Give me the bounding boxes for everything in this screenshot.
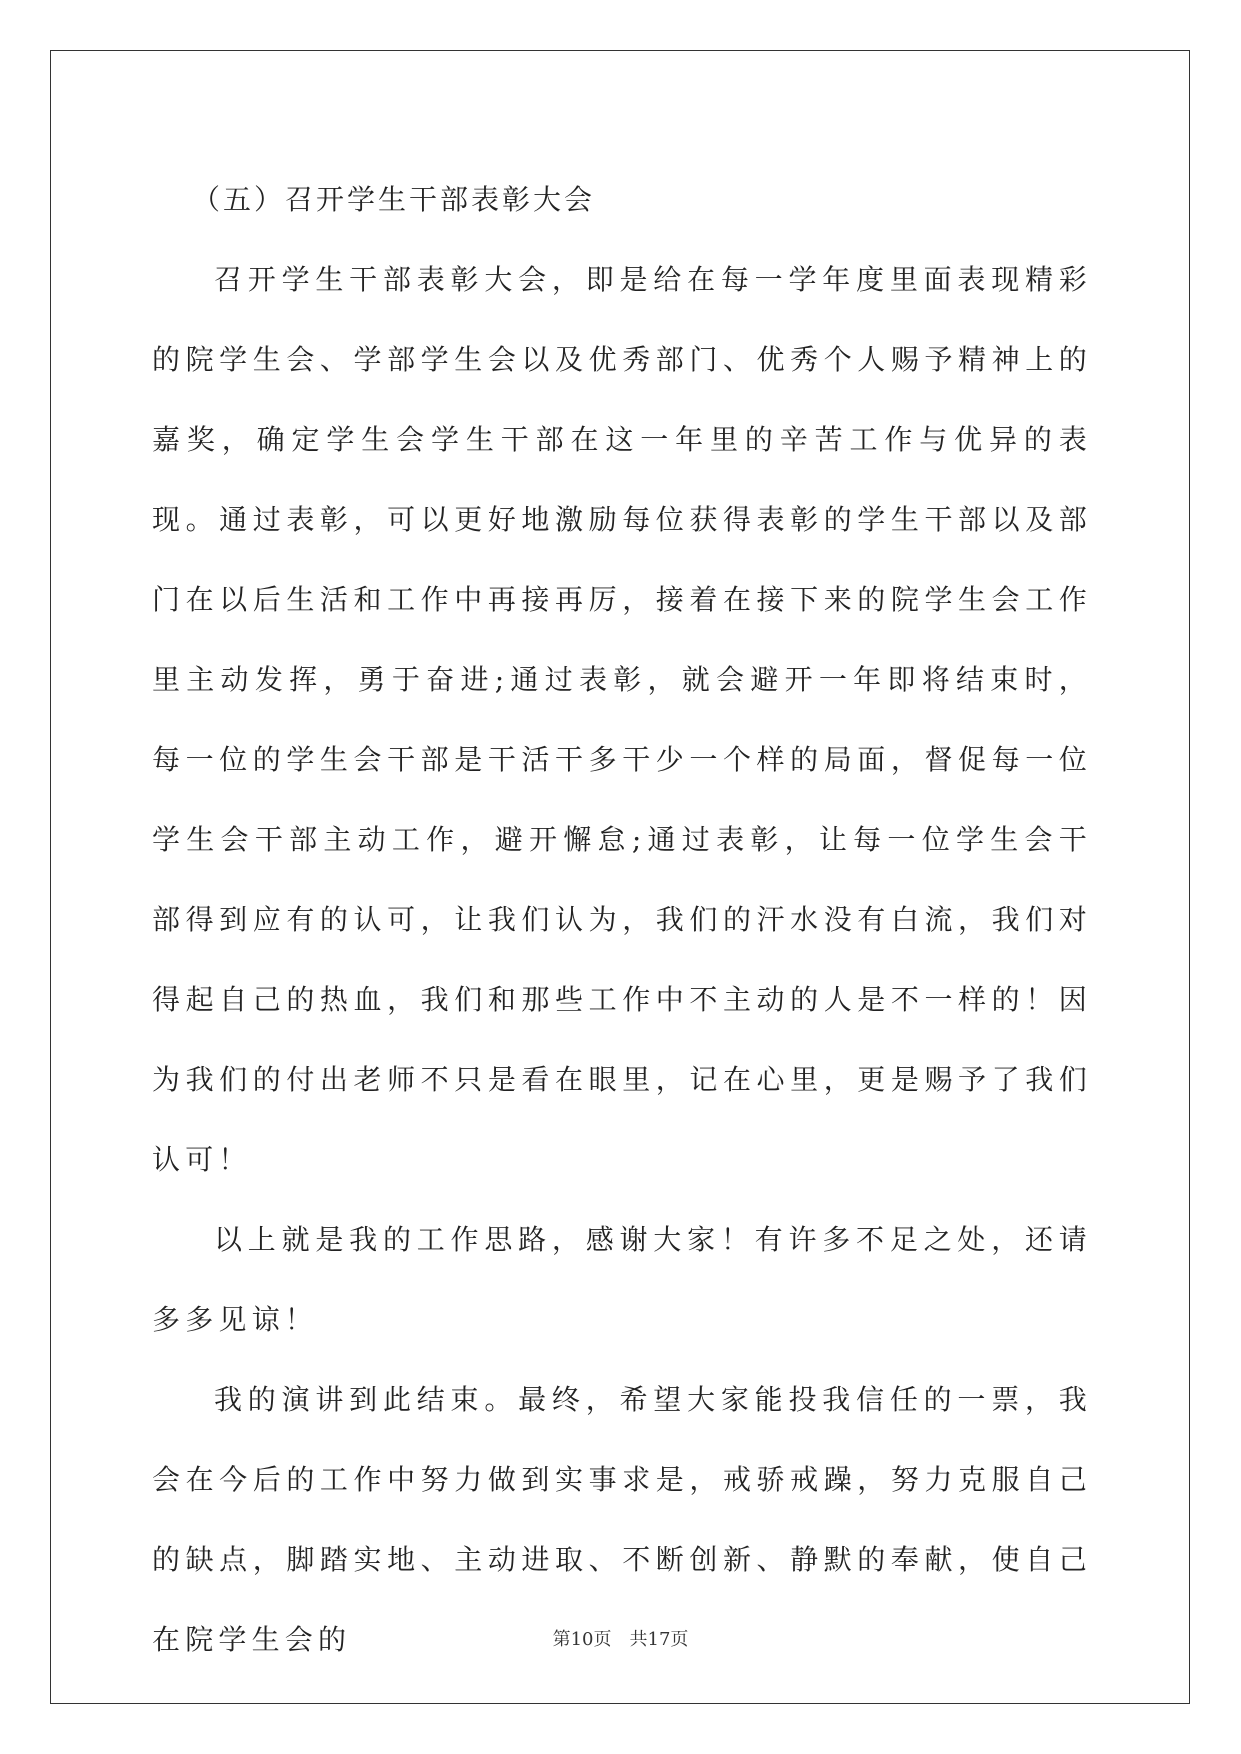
page-total: 共17页 — [629, 1629, 689, 1650]
paragraph-thanks: 以上就是我的工作思路，感谢大家！有许多不足之处，还请多多见谅！ — [152, 1223, 1092, 1336]
paragraph-commendation: 召开学生干部表彰大会，即是给在每一学年度里面表现精彩的院学生会、学部学生会以及优秀部门、优秀个人赐予精神上的嘉奖，确定学生会学生干部在这一年里的辛苦工作与优异的表现。通过表彰，可以更好地激励每位获得表彰的学生干部以及部门在以后生活和工作中再接再厉，接着在接下来的院学生会工作里主动发挥，勇于奋进;通过表彰，就会避开一年即将结束时，每一位的学生会干部是干活干多干少一个样的局面，督促每一位学生会干部主动工作，避开懈怠;通过表彰，让每一位学生会干部得到应有的认可，让我们认为，我们的汗水没有白流，我们对得起自己的热血，我们和那些工作中不主动的人是不一样的！因为我们的付出老师不只是看在眼里，记在心里，更是赐予了我们认可！ — [152, 263, 1092, 1176]
paragraph-closing: 我的演讲到此结束。最终，希望大家能投我信任的一票，我会在今后的工作中努力做到实事求是，戒骄戒躁，努力克服自己的缺点，脚踏实地、主动进取、不断创新、静默的奉献，使自己在院学生会的 — [152, 1383, 1092, 1656]
section-heading: （五）召开学生干部表彰大会 — [192, 183, 596, 216]
page-number: 第10页 — [552, 1629, 612, 1650]
page-footer — [0, 1625, 1241, 1651]
document-body — [152, 160, 1092, 1680]
